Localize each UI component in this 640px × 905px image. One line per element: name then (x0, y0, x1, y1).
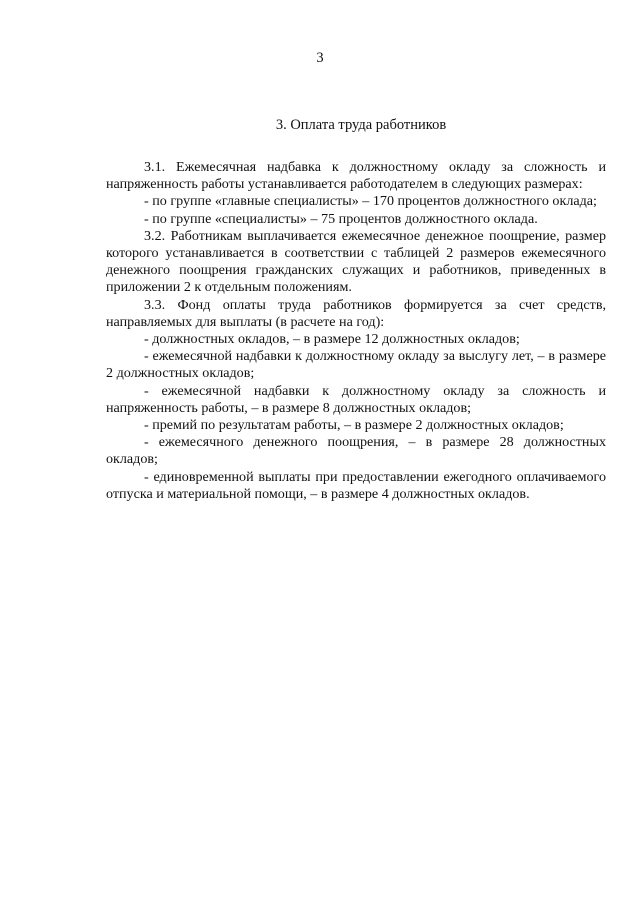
list-item-vacation-payment: - единовременной выплаты при предоставлении ежегодного оплачиваемого отпуска и материальной помощи, – в размере 4 должностных окладов. (106, 468, 606, 502)
list-item-salaries: - должностных окладов, – в размере 12 должностных окладов; (144, 331, 520, 348)
list-item-specialists: - по группе «специалисты» – 75 процентов должностного оклада. (144, 210, 538, 227)
list-item-complexity-bonus: - ежемесячной надбавки к должностному окладу за сложность и напряженность работы, – в размере 8 должностных окладов; (106, 382, 606, 416)
document-body (106, 117, 606, 503)
list-item-performance-bonus: - премий по результатам работы, – в размере 2 должностных окладов; (144, 417, 564, 434)
paragraph-3-2: 3.2. Работникам выплачивается ежемесячное денежное поощрение, размер которого устанавливается в соответствии с таблицей 2 размеров ежемесячного денежного поощрения гражданских служащих и работников, приведенных в приложении 2 к отдельным положениям. (106, 227, 606, 296)
list-item-seniority-bonus: - ежемесячной надбавки к должностному окладу за выслугу лет, – в размере 2 должностных окладов; (106, 348, 606, 382)
section-title: 3. Оплата труда работников (275, 117, 447, 133)
list-item-chief-specialists: - по группе «главные специалисты» – 170 процентов должностного оклада; (144, 193, 597, 210)
paragraph-3-1: 3.1. Ежемесячная надбавка к должностному окладу за сложность и напряженность работы устанавливается работодателем в следующих размерах: (106, 159, 606, 193)
list-item-monthly-incentive: - ежемесячного денежного поощрения, – в размере 28 должностных окладов; (106, 434, 606, 468)
paragraph-3-3: 3.3. Фонд оплаты труда работников формируется за счет средств, направляемых для выплаты (в расчете на год): (106, 296, 606, 330)
page-number: 3 (316, 50, 324, 66)
